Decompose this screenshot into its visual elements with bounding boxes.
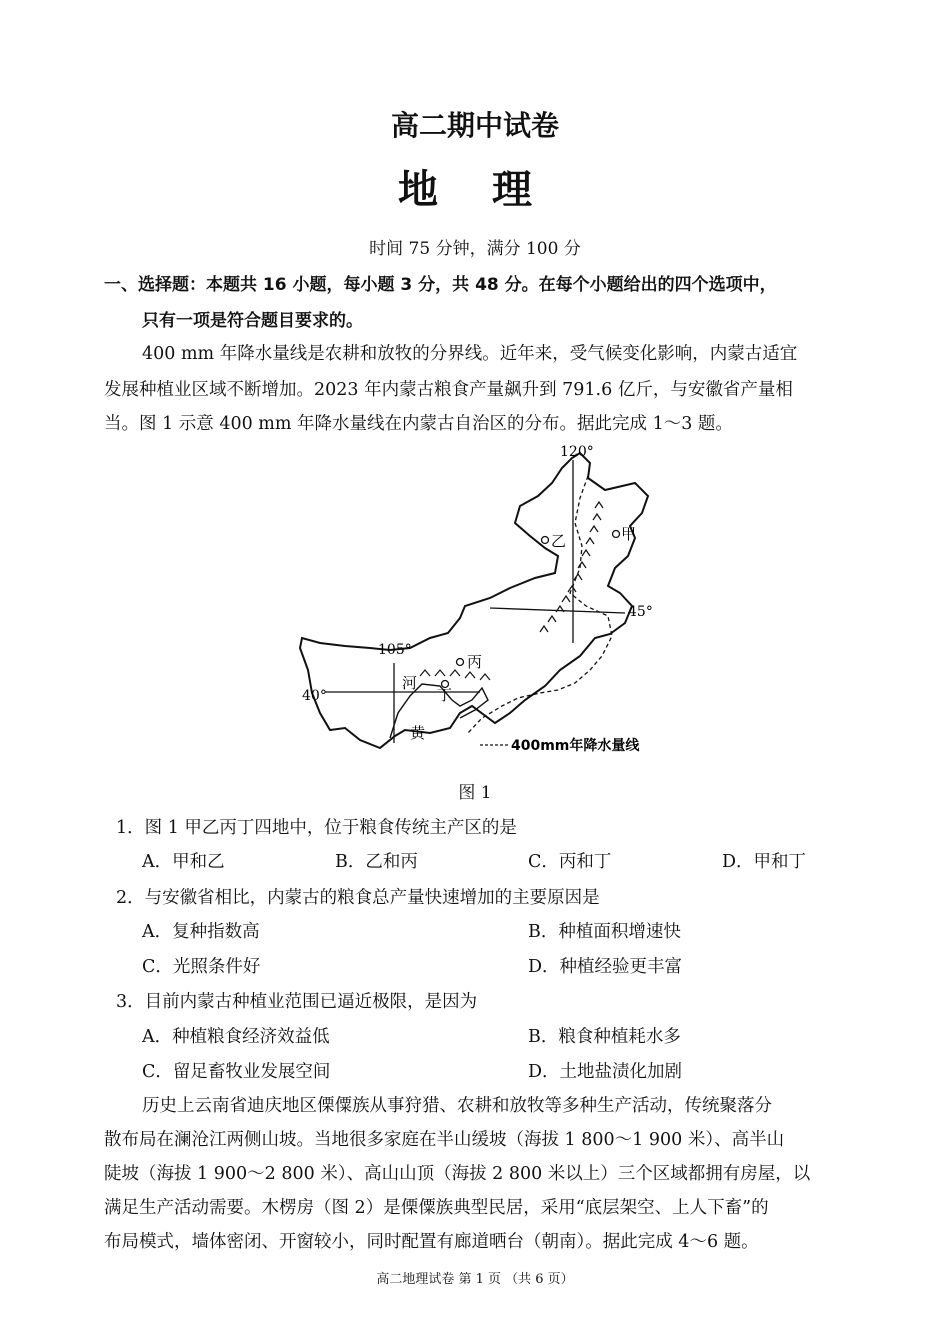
option-c[interactable]: C．光照条件好	[142, 957, 261, 977]
passage1-line: 发展种植业区域不断增加。2023 年内蒙古粮食产量飙升到 791.6 亿斤，与安徽省产量相	[104, 380, 793, 400]
precipitation-400mm-line	[468, 476, 612, 733]
question-stem: 3．目前内蒙古种植业范围已逼近极限，是因为	[116, 992, 478, 1012]
passage2-line: 布局模式，墙体密闭、开窗较小，同时配置有廊道晒台（朝南）。据此完成 4～6 题。	[104, 1232, 759, 1252]
section-heading-line1: 一、选择题：本题共 16 小题，每小题 3 分，共 48 分。在每个小题给出的四个选项中，	[104, 275, 777, 295]
section-heading-line2: 只有一项是符合题目要求的。	[142, 311, 363, 331]
figure-caption: 图 1	[458, 783, 492, 803]
region-outline	[300, 453, 648, 748]
label-40: 40°	[302, 688, 327, 704]
option-d[interactable]: D．甲和丁	[722, 852, 807, 872]
place-ding: 丁	[437, 686, 453, 704]
river-huang: 黄	[410, 724, 426, 742]
subject-title: 地 理	[398, 166, 552, 213]
option-b[interactable]: B．种植面积增速快	[528, 922, 681, 942]
option-a[interactable]: A．甲和乙	[142, 852, 225, 872]
place-bing: 丙	[467, 653, 483, 671]
place-marker-bing	[457, 659, 464, 666]
exam-title: 高二期中试卷	[390, 109, 559, 142]
inner-mongolia-map	[290, 438, 660, 768]
option-a[interactable]: A．种植粮食经济效益低	[142, 1027, 330, 1047]
question-stem: 2．与安徽省相比，内蒙古的粮食总产量快速增加的主要原因是	[116, 888, 600, 908]
option-c[interactable]: C．丙和丁	[528, 852, 612, 872]
passage1-line: 400 mm 年降水量线是农耕和放牧的分界线。近年来，受气候变化影响，内蒙古适宜	[142, 344, 798, 364]
page-footer: 高二地理试卷 第 1 页 （共 6 页）	[376, 1272, 574, 1287]
option-a[interactable]: A．复种指数高	[142, 922, 260, 942]
option-d[interactable]: D．种植经验更丰富	[528, 957, 683, 977]
label-45: 45°	[628, 604, 653, 620]
place-jia: 甲	[621, 525, 637, 543]
passage2-line: 散布局在澜沧江两侧山坡。当地很多家庭在半山缓坡（海拔 1 800～1 900 米）、高半山	[104, 1130, 785, 1150]
time-info: 时间 75 分钟，满分 100 分	[369, 239, 581, 259]
passage2-line: 陡坡（海拔 1 900～2 800 米）、高山山顶（海拔 2 800 米以上）三个区域都拥有房屋，以	[104, 1164, 811, 1184]
option-b[interactable]: B．粮食种植耗水多	[528, 1027, 681, 1047]
place-marker-yi	[542, 537, 549, 544]
label-105: 105°	[378, 642, 412, 658]
passage2-line: 历史上云南省迪庆地区傈僳族从事狩猎、农耕和放牧等多种生产活动，传统聚落分	[142, 1096, 772, 1116]
place-yi: 乙	[551, 532, 567, 550]
option-c[interactable]: C．留足畜牧业发展空间	[142, 1062, 331, 1082]
question-stem: 1．图 1 甲乙丙丁四地中，位于粮食传统主产区的是	[116, 818, 517, 838]
label-120: 120°	[560, 444, 594, 460]
place-marker-jia	[613, 531, 620, 538]
passage1-line: 当。图 1 示意 400 mm 年降水量线在内蒙古自治区的分布。据此完成 1～3 题。	[104, 414, 733, 434]
option-b[interactable]: B．乙和丙	[335, 852, 418, 872]
passage2-line: 满足生产活动需要。木楞房（图 2）是傈僳族典型民居，采用“底层架空、上人下畜”的	[104, 1198, 769, 1218]
option-d[interactable]: D．土地盐渍化加剧	[528, 1062, 683, 1082]
legend-label: 400mm年降水量线	[511, 738, 640, 754]
river-he: 河	[402, 674, 418, 692]
mountain-symbols	[420, 502, 603, 680]
